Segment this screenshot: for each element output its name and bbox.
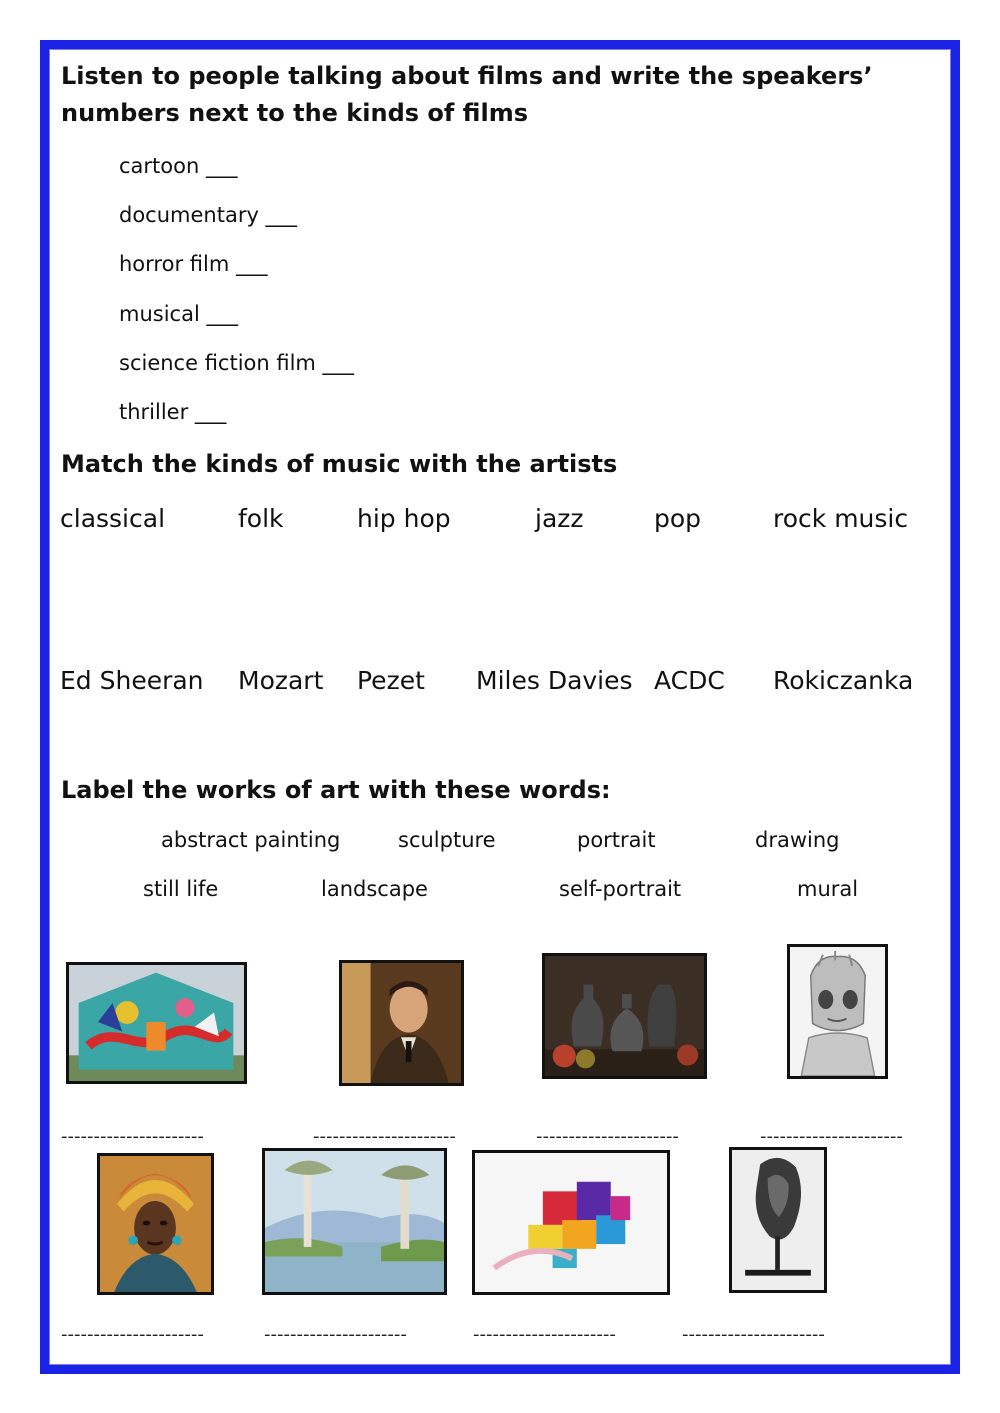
answer-blank[interactable]: ---------------------- <box>61 1126 204 1147</box>
art-word-self-portrait[interactable]: self-portrait <box>559 877 682 901</box>
artist-acdc[interactable]: ACDC <box>654 666 725 695</box>
answer-blank[interactable]: ---------------------- <box>682 1324 825 1345</box>
art-word-portrait[interactable]: portrait <box>577 828 656 852</box>
portrait-image <box>97 1153 214 1295</box>
artist-pezet[interactable]: Pezet <box>357 666 425 695</box>
genre-rock-music[interactable]: rock music <box>773 504 909 533</box>
genre-pop[interactable]: pop <box>654 504 702 533</box>
answer-blank[interactable]: ---------------------- <box>760 1126 903 1147</box>
film-item-musical[interactable]: musical ___ <box>119 302 238 326</box>
answer-blank[interactable]: ---------------------- <box>473 1324 616 1345</box>
film-item-horror[interactable]: horror film ___ <box>119 252 268 276</box>
art-word-abstract-painting[interactable]: abstract painting <box>161 828 341 852</box>
film-item-science-fiction[interactable]: science fiction film ___ <box>119 351 355 375</box>
genre-hip-hop[interactable]: hip hop <box>357 504 451 533</box>
art-word-sculpture[interactable]: sculpture <box>398 828 496 852</box>
art-word-mural[interactable]: mural <box>797 877 859 901</box>
answer-blank[interactable]: ---------------------- <box>313 1126 456 1147</box>
artist-miles-davies[interactable]: Miles Davies <box>476 666 633 695</box>
film-item-thriller[interactable]: thriller ___ <box>119 400 227 424</box>
answer-blank[interactable]: ---------------------- <box>264 1324 407 1345</box>
film-item-cartoon[interactable]: cartoon ___ <box>119 154 238 178</box>
film-item-documentary[interactable]: documentary ___ <box>119 203 298 227</box>
art-word-still-life[interactable]: still life <box>143 877 219 901</box>
landscape-image <box>262 1148 447 1295</box>
sculpture-image <box>729 1147 827 1293</box>
drawing-image <box>787 944 888 1079</box>
self-portrait-image <box>339 960 464 1086</box>
artist-ed-sheeran[interactable]: Ed Sheeran <box>60 666 204 695</box>
art-word-drawing[interactable]: drawing <box>755 828 840 852</box>
section1-heading-line1: Listen to people talking about films and write the speakers’ <box>61 62 873 90</box>
section3-heading: Label the works of art with these words: <box>61 776 611 804</box>
mural-image <box>66 962 247 1084</box>
still-life-image <box>542 953 707 1079</box>
section1-heading-line2: numbers next to the kinds of films <box>61 99 528 127</box>
answer-blank[interactable]: ---------------------- <box>61 1324 204 1345</box>
genre-folk[interactable]: folk <box>238 504 284 533</box>
artist-mozart[interactable]: Mozart <box>238 666 324 695</box>
abstract-painting-image <box>472 1150 670 1295</box>
genre-jazz[interactable]: jazz <box>535 504 584 533</box>
section2-heading: Match the kinds of music with the artists <box>61 450 618 478</box>
artist-rokiczanka[interactable]: Rokiczanka <box>773 666 914 695</box>
art-word-landscape[interactable]: landscape <box>321 877 428 901</box>
genre-classical[interactable]: classical <box>60 504 166 533</box>
answer-blank[interactable]: ---------------------- <box>536 1126 679 1147</box>
